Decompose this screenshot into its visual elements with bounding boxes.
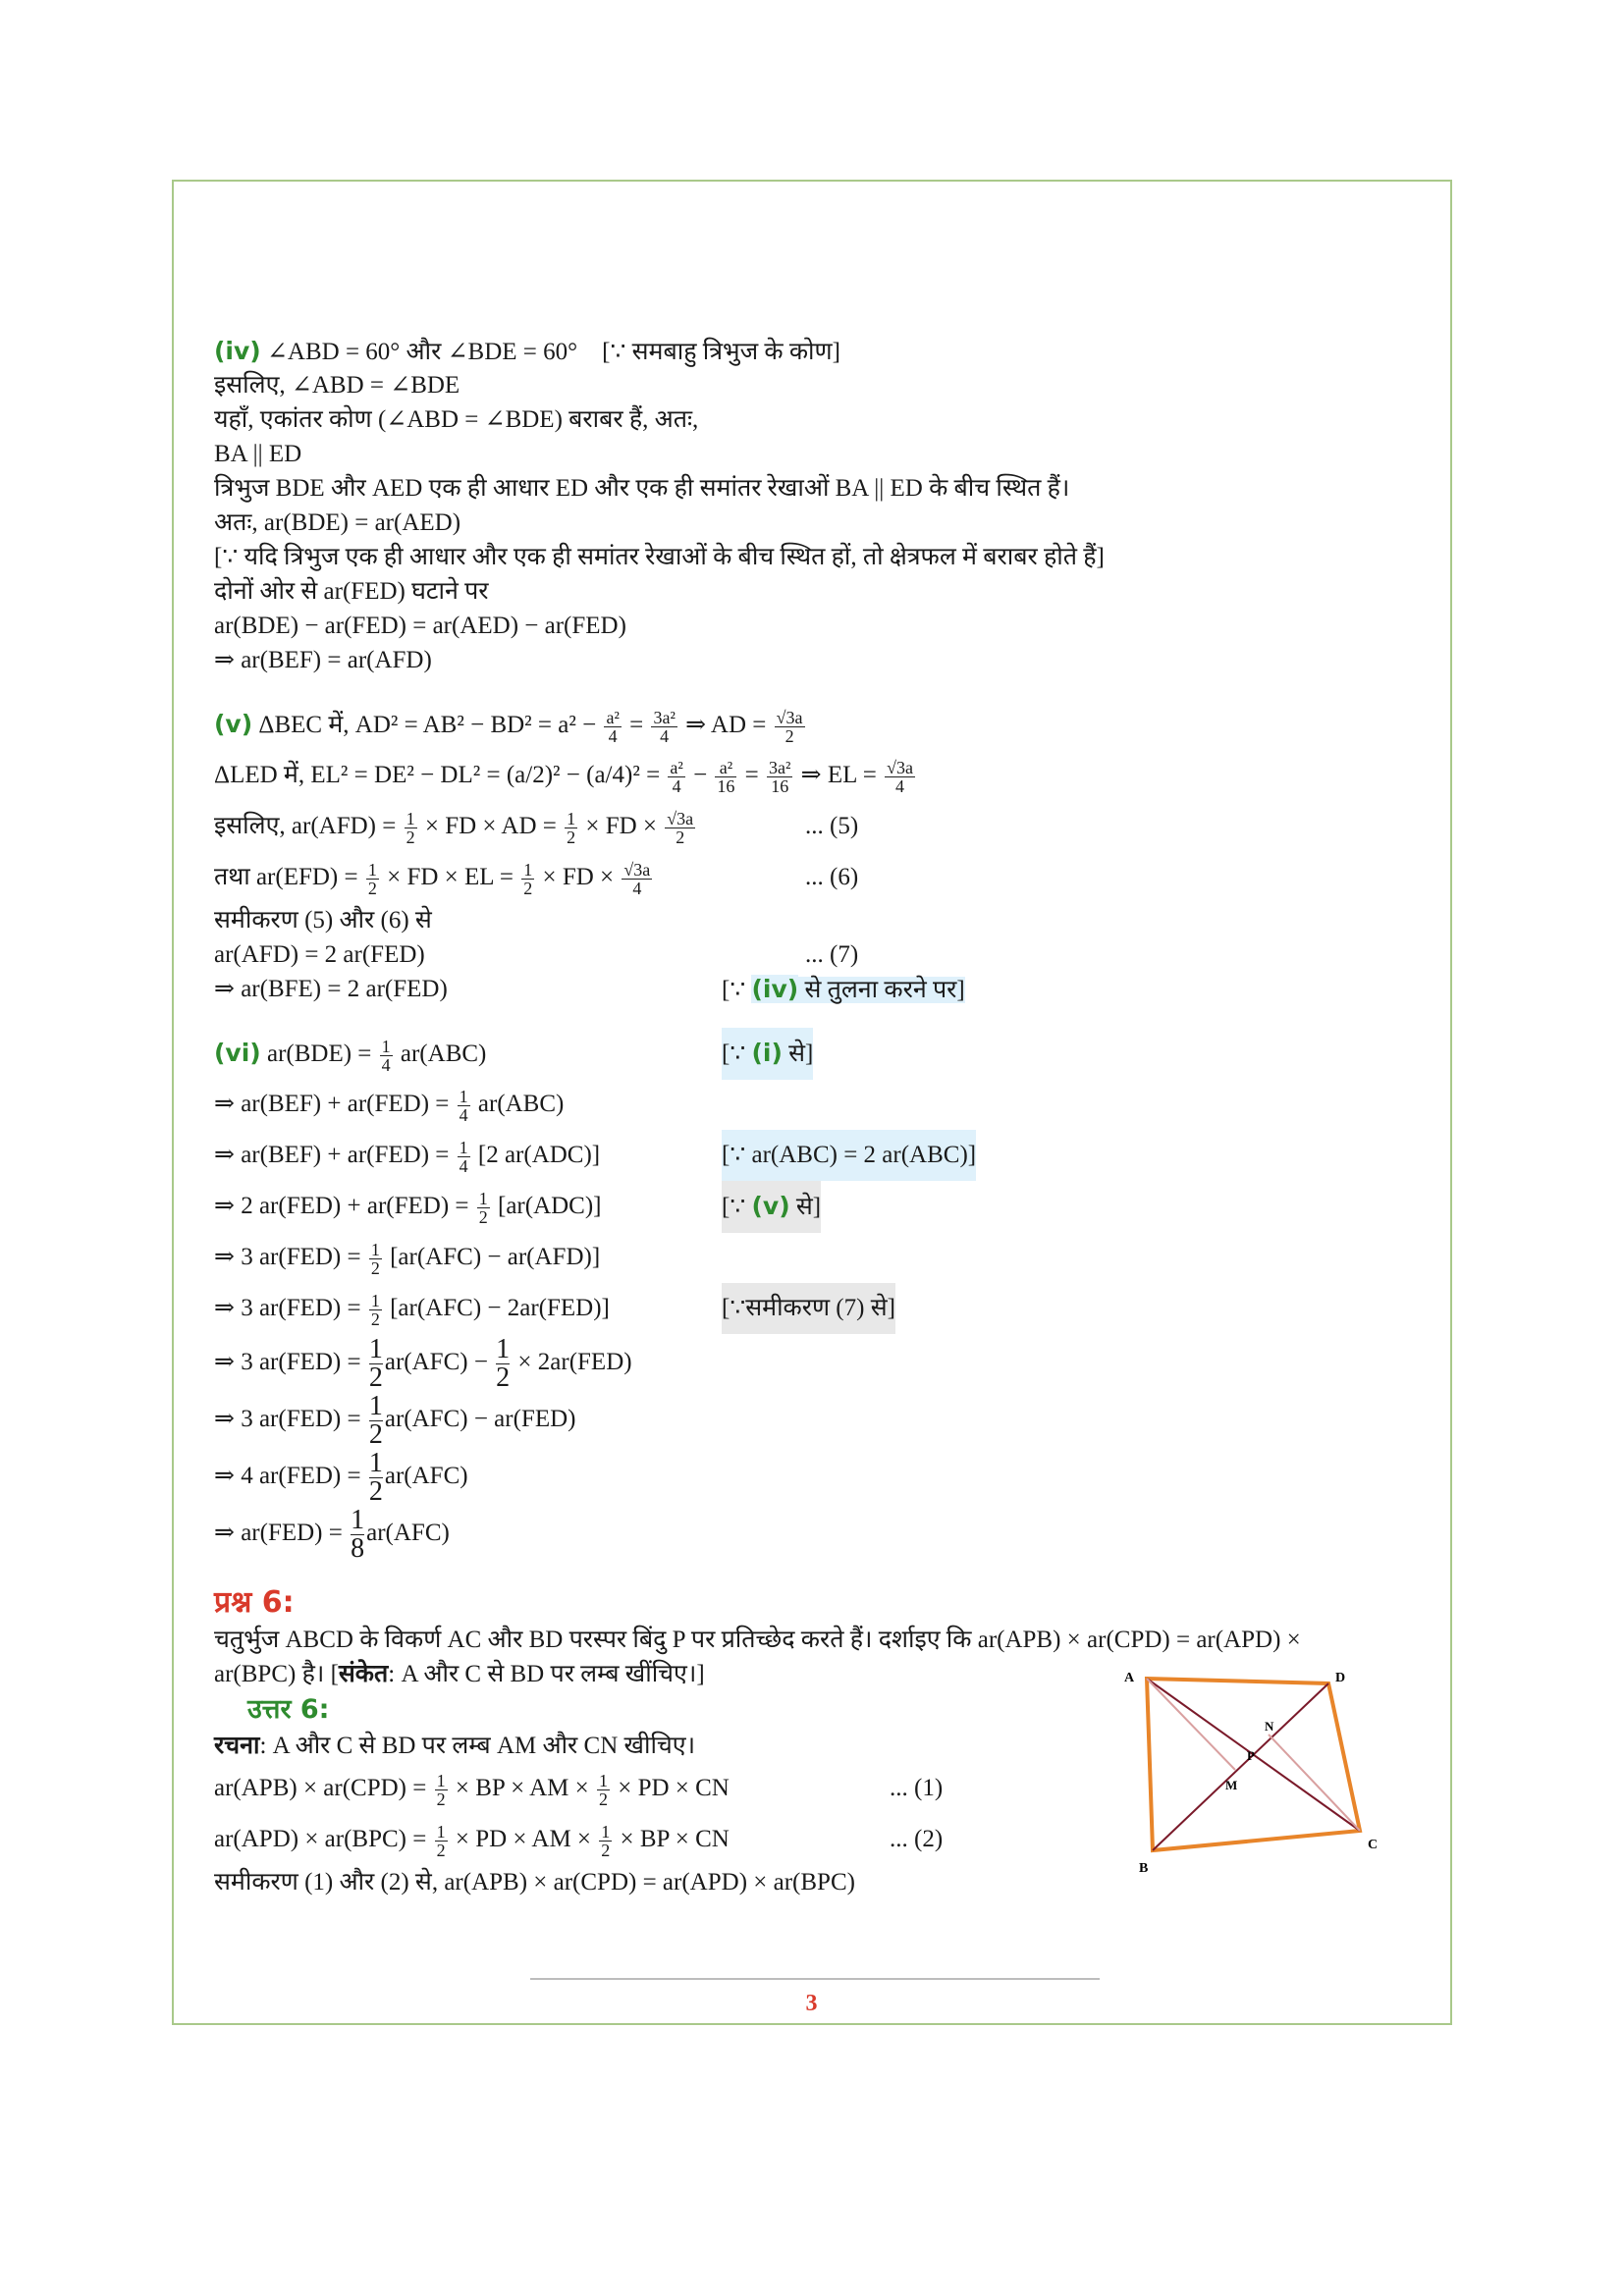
expr: − <box>693 762 708 788</box>
fraction <box>369 1241 382 1277</box>
question-6-text-1: चतुर्भुज ABCD के विकर्ण AC और BD परस्पर बिंदु P पर प्रतिच्छेद करते हैं। दर्शाइए कि ar(APB) × ar(CPD) = ar(APD) × <box>214 1627 1301 1653</box>
expr: ar(AFC) − ar(FED) <box>384 1406 576 1432</box>
question-text: ar(BPC) है। [ <box>214 1661 339 1687</box>
expr: = <box>744 762 759 788</box>
numerator: 1 <box>406 808 415 828</box>
fraction <box>599 1823 612 1859</box>
reason-note: [∵समीकरण (7) से] <box>722 1283 895 1334</box>
expr: [ar(AFC) − 2ar(FED)] <box>390 1295 610 1321</box>
reason-note: [∵ ar(ABC) = 2 ar(ABC)] <box>722 1130 976 1181</box>
numerator: 1 <box>370 1290 380 1310</box>
expr: ⇒ 2 ar(FED) + ar(FED) = <box>214 1193 469 1219</box>
part-iv-line-6: अतः, ar(BDE) = ar(AED) <box>214 509 461 536</box>
denominator: 2 <box>478 1206 488 1227</box>
denominator: 4 <box>381 1054 391 1075</box>
denominator: 2 <box>676 827 685 847</box>
numerator: √3a <box>887 757 913 777</box>
part-iv-line-4: BA || ED <box>214 441 302 467</box>
part-vi-line-3 <box>214 1130 1422 1181</box>
denominator: 16 <box>717 775 735 796</box>
denominator: 2 <box>567 827 576 847</box>
footer-divider <box>530 1978 1100 1980</box>
denominator: 4 <box>459 1104 468 1125</box>
fraction <box>597 1772 610 1808</box>
part-vi-line-8 <box>214 1391 1422 1448</box>
answer-6-line-4: समीकरण (1) और (2) से, ar(APB) × ar(CPD) = ar(APD) × ar(BPC) <box>214 1869 855 1896</box>
fraction <box>368 1333 383 1393</box>
expr: × PD × AM × <box>455 1826 592 1852</box>
part-vi-label: (vi) <box>214 1039 261 1067</box>
fraction <box>651 709 676 745</box>
expr: × FD × <box>542 864 615 890</box>
part-v-line-3 <box>214 801 1422 852</box>
part-vi-line-2 <box>214 1079 1422 1130</box>
expr: ar(BDE) = <box>266 1041 372 1067</box>
fraction <box>604 709 621 745</box>
denominator: 2 <box>523 878 533 898</box>
equation-number: ... (5) <box>805 813 859 839</box>
numerator: √3a <box>776 707 803 727</box>
expr: ⇒ 3 ar(FED) = <box>214 1244 361 1270</box>
part-vi-line-5 <box>214 1232 1422 1283</box>
expr: [ar(ADC)] <box>498 1193 602 1219</box>
numerator: 1 <box>459 1137 468 1157</box>
perpendicular-am <box>1147 1679 1235 1770</box>
fraction <box>565 810 577 846</box>
numerator: 1 <box>368 1390 383 1421</box>
numerator: 1 <box>459 1086 468 1106</box>
expr: ⇒ 3 ar(FED) = <box>214 1406 361 1432</box>
numerator: √3a <box>623 859 651 880</box>
numerator: 1 <box>436 1770 446 1790</box>
denominator: 4 <box>895 775 905 796</box>
expr: [ar(AFC) − ar(AFD)] <box>390 1244 601 1270</box>
numerator: 1 <box>601 1821 611 1842</box>
reason-note <box>722 1181 821 1233</box>
part-v-line-5: समीकरण (5) और (6) से <box>214 907 432 934</box>
numerator: a² <box>606 707 620 727</box>
part-iv-reason: [∵ समबाहु त्रिभुज के कोण] <box>602 339 840 365</box>
denominator: 4 <box>632 878 642 898</box>
fraction <box>405 810 417 846</box>
vertex-label-c: C <box>1368 1838 1379 1852</box>
fraction <box>458 1139 470 1175</box>
question-6-title <box>214 1583 1422 1623</box>
expr: × FD × AD = <box>424 813 557 839</box>
denominator: 2 <box>370 1308 380 1329</box>
expr: ⇒ 3 ar(FED) = <box>214 1295 361 1321</box>
numerator: a² <box>715 759 736 777</box>
expr: ⇒ 4 ar(FED) = <box>214 1463 361 1489</box>
fraction <box>368 1390 383 1450</box>
part-iv-label: (iv) <box>214 337 261 365</box>
denominator: 4 <box>672 775 681 796</box>
point-label-p: P <box>1247 1748 1255 1763</box>
numerator: 1 <box>351 1504 365 1535</box>
denominator: 8 <box>351 1532 365 1564</box>
numerator: 1 <box>370 1239 380 1259</box>
answer-title: उत्तर 6: <box>247 1694 330 1725</box>
expr: × PD × CN <box>618 1775 730 1801</box>
part-iv-angles: ∠ABD = 60° और ∠BDE = 60° <box>266 339 578 365</box>
reason-note <box>722 972 965 1007</box>
denominator: 2 <box>436 1789 446 1809</box>
numerator: 1 <box>567 808 576 828</box>
fraction <box>477 1190 490 1226</box>
fraction <box>351 1504 365 1564</box>
denominator: 4 <box>459 1155 468 1176</box>
expr: ar(ABC) <box>477 1091 565 1117</box>
numerator: 1 <box>496 1333 511 1364</box>
fraction <box>622 861 652 897</box>
reason-note <box>722 1028 813 1080</box>
expr: ⇒ ar(BEF) + ar(FED) = <box>214 1091 450 1117</box>
part-vi-line-7 <box>214 1334 1422 1391</box>
fraction <box>767 759 792 795</box>
fraction <box>435 1823 448 1859</box>
numerator: 3a² <box>769 757 791 777</box>
part-iv-line-10: ⇒ ar(BEF) = ar(AFD) <box>214 647 432 673</box>
expr: ar(ABC) <box>400 1041 487 1067</box>
fraction <box>366 861 379 897</box>
expr: × FD × EL = <box>387 864 514 890</box>
numerator: 1 <box>436 1821 446 1842</box>
fraction <box>369 1292 382 1328</box>
denominator: 2 <box>601 1840 611 1860</box>
denominator: 2 <box>368 1475 383 1507</box>
part-v-line-1 <box>214 699 1422 750</box>
expr: ⇒ ar(FED) = <box>214 1520 343 1546</box>
denominator: 2 <box>496 1362 511 1393</box>
diagonal-bd <box>1153 1683 1328 1850</box>
denominator: 2 <box>367 878 377 898</box>
numerator: 1 <box>368 1333 383 1364</box>
expr: तथा ar(EFD) = <box>214 864 358 890</box>
expr: ΔBEC में, AD² = AB² − BD² = a² − <box>258 712 597 738</box>
expr: ar(AFC) <box>384 1463 468 1489</box>
question-text: : A और C से BD पर लम्ब खींचिए।] <box>388 1661 705 1687</box>
expr: ar(AFC) − <box>384 1349 488 1375</box>
part-vi-line-10 <box>214 1505 1422 1562</box>
construction-label: रचना <box>214 1733 260 1759</box>
expr: × 2ar(FED) <box>517 1349 632 1375</box>
note-text: से तुलना करने पर] <box>798 977 965 1003</box>
denominator: 2 <box>598 1789 608 1809</box>
fraction <box>521 861 534 897</box>
note-text: [∵ <box>722 1041 752 1067</box>
construction-text: : A और C से BD पर लम्ब AM और CN खीचिए। <box>259 1733 696 1759</box>
hint-label: संकेत <box>338 1661 389 1687</box>
part-v-line-2 <box>214 750 1422 801</box>
vertex-label-b: B <box>1139 1861 1149 1876</box>
denominator: 2 <box>368 1362 383 1393</box>
numerator: 1 <box>523 859 533 880</box>
equation-number: ... (7) <box>805 941 859 968</box>
page-number: 3 <box>805 1991 818 2016</box>
perpendicular-cn <box>1269 1735 1360 1831</box>
expr: ar(APD) × ar(BPC) = <box>214 1826 427 1852</box>
part-v-label: (v) <box>214 710 253 738</box>
expr: [2 ar(ADC)] <box>477 1142 601 1168</box>
denominator: 16 <box>771 775 789 796</box>
part-iv-line-3: यहाँ, एकांतर कोण (∠ABD = ∠BDE) बराबर हैं, अतः, <box>214 406 699 433</box>
note-ref: (v) <box>751 1192 790 1220</box>
expr: इसलिए, ar(AFD) = <box>214 813 397 839</box>
vertex-label-d: D <box>1335 1671 1346 1685</box>
fraction <box>368 1447 383 1507</box>
numerator: a² <box>670 757 683 777</box>
note-ref: (iv) <box>751 975 799 1003</box>
part-iv-line-5: त्रिभुज BDE और AED एक ही आधार ED और एक ही समांतर रेखाओं BA || ED के बीच स्थित हैं। <box>214 475 1070 502</box>
numerator: 1 <box>381 1036 391 1056</box>
numerator: 1 <box>598 1770 608 1790</box>
part-vi-line-4 <box>214 1181 1422 1232</box>
vertex-label-a: A <box>1124 1671 1135 1685</box>
expr: ⇒ ar(BFE) = 2 ar(FED) <box>214 976 448 1002</box>
fraction <box>885 759 915 795</box>
expr: × BP × CN <box>620 1826 730 1852</box>
note-ref: (i) <box>751 1039 783 1067</box>
note-text: से] <box>789 1194 822 1220</box>
part-vi-line-6 <box>214 1283 1422 1334</box>
equation-number: ... (1) <box>890 1775 944 1801</box>
part-v-line-6 <box>214 937 1422 972</box>
numerator: √3a <box>667 808 694 828</box>
expr: ⇒ EL = <box>800 762 877 788</box>
denominator: 2 <box>368 1418 383 1450</box>
numerator: 1 <box>367 859 377 880</box>
note-text: [∵ <box>722 1194 752 1220</box>
numerator: 1 <box>368 1447 383 1478</box>
fraction <box>458 1088 470 1124</box>
part-iv-line-8: दोनों ओर से ar(FED) घटाने पर <box>214 578 489 605</box>
fraction <box>435 1772 448 1808</box>
fraction <box>496 1333 511 1393</box>
part-vi-line-1 <box>214 1028 1422 1079</box>
part-v-line-4 <box>214 852 1422 903</box>
question-title: प्रश्न 6: <box>214 1585 295 1620</box>
expr: ar(APB) × ar(CPD) = <box>214 1775 427 1801</box>
part-vi-line-9 <box>214 1448 1422 1505</box>
numerator: 1 <box>478 1188 488 1208</box>
note-text: से] <box>782 1041 814 1067</box>
fraction <box>715 759 736 795</box>
numerator: 3a² <box>653 707 676 727</box>
part-v-line-7 <box>214 972 1422 1006</box>
denominator: 4 <box>608 725 618 746</box>
note-text: [∵ <box>722 977 752 1003</box>
denominator: 2 <box>784 725 794 746</box>
expr: ⇒ 3 ar(FED) = <box>214 1349 361 1375</box>
point-label-n: N <box>1265 1719 1274 1734</box>
part-iv-line-1 <box>214 334 1422 368</box>
denominator: 2 <box>436 1840 446 1860</box>
part-iv-line-9: ar(BDE) − ar(FED) = ar(AED) − ar(FED) <box>214 613 626 639</box>
expr: × FD × <box>585 813 657 839</box>
expr: = <box>629 712 644 738</box>
point-label-m: M <box>1225 1778 1238 1792</box>
equation-number: ... (2) <box>890 1826 944 1852</box>
part-iv-line-7: [∵ यदि त्रिभुज एक ही आधार और एक ही समांतर रेखाओं के बीच स्थित हों, तो क्षेत्रफल में बराबर होते हैं] <box>214 544 1105 570</box>
denominator: 4 <box>660 725 670 746</box>
expr: ar(AFC) <box>366 1520 450 1546</box>
equation-number: ... (6) <box>805 864 859 890</box>
expr: ⇒ AD = <box>685 712 767 738</box>
expr: × BP × AM × <box>455 1775 589 1801</box>
part-iv-line-2: इसलिए, ∠ABD = ∠BDE <box>214 372 460 399</box>
expr: ⇒ ar(BEF) + ar(FED) = <box>214 1142 450 1168</box>
fraction <box>668 759 684 795</box>
fraction <box>775 709 805 745</box>
expr: ΔLED में, EL² = DE² − DL² = (a/2)² − (a/4)² = <box>214 762 661 788</box>
denominator: 2 <box>370 1257 380 1278</box>
denominator: 2 <box>406 827 415 847</box>
quadrilateral-diagram <box>1119 1664 1394 1890</box>
fraction <box>380 1038 393 1074</box>
fraction <box>665 810 695 846</box>
expr: ar(AFD) = 2 ar(FED) <box>214 941 425 968</box>
